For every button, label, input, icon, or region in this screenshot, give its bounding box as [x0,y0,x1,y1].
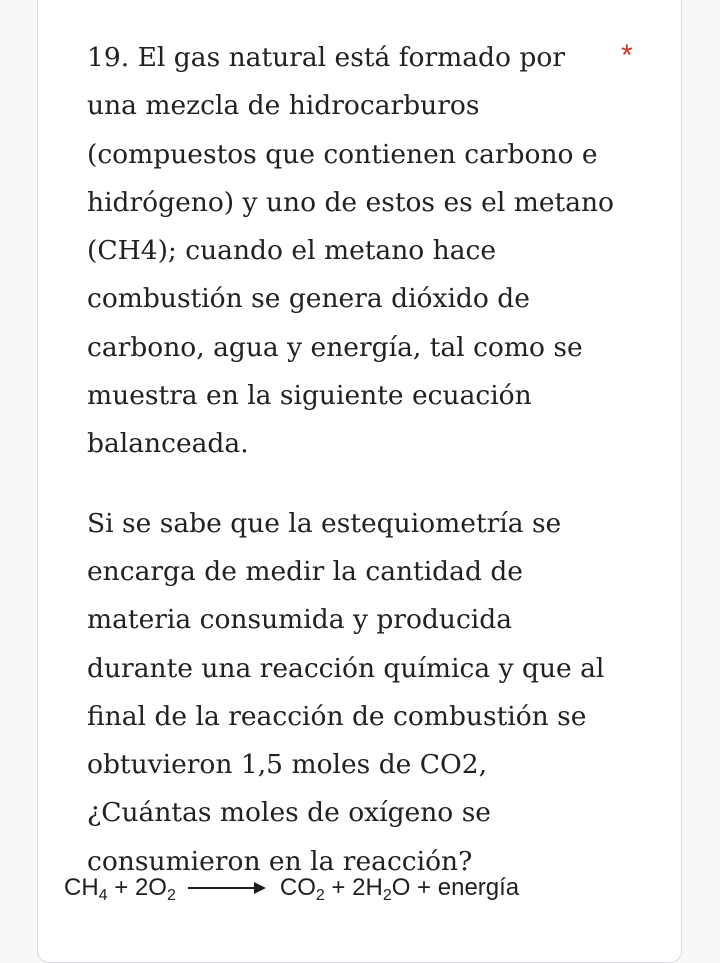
question-card [37,0,682,963]
plus-sign: + [324,874,353,901]
product-water: $2H_2O$ [352,874,411,904]
reactant-methane: $CH_4$ [64,874,108,904]
question-paragraph-2: Si se sabe que la estequiometría se encarga de medir la cantidad de materia consumida y producida durante una reacción química y que al final de la reacción de combustión se obtuvieron 1,5 moles de CO2, ¿Cuántas moles de oxígeno se consumieron en la reacción? [87,507,605,877]
question-paragraph-1: 19. El gas natural está formado por una mezcla de hidrocarburos (compuestos que contienen carbono e hidrógeno) y uno de estos es el metano (CH4); cuando el metano hace combustión se genera dióxido de carbono, agua y energía, tal como se muestra en la siguiente ecuación balanceada. [87,42,615,460]
plus-sign: + [410,874,438,901]
plus-sign: + [107,874,135,901]
required-asterisk: * [621,39,633,72]
reactant-oxygen: $2O_2$ [134,874,176,904]
reaction-arrow-icon [188,881,266,895]
question-text [87,34,617,886]
chemical-equation [64,868,519,908]
product-carbon-dioxide: $CO_2$ [279,874,325,904]
product-energy: energía [437,874,520,901]
